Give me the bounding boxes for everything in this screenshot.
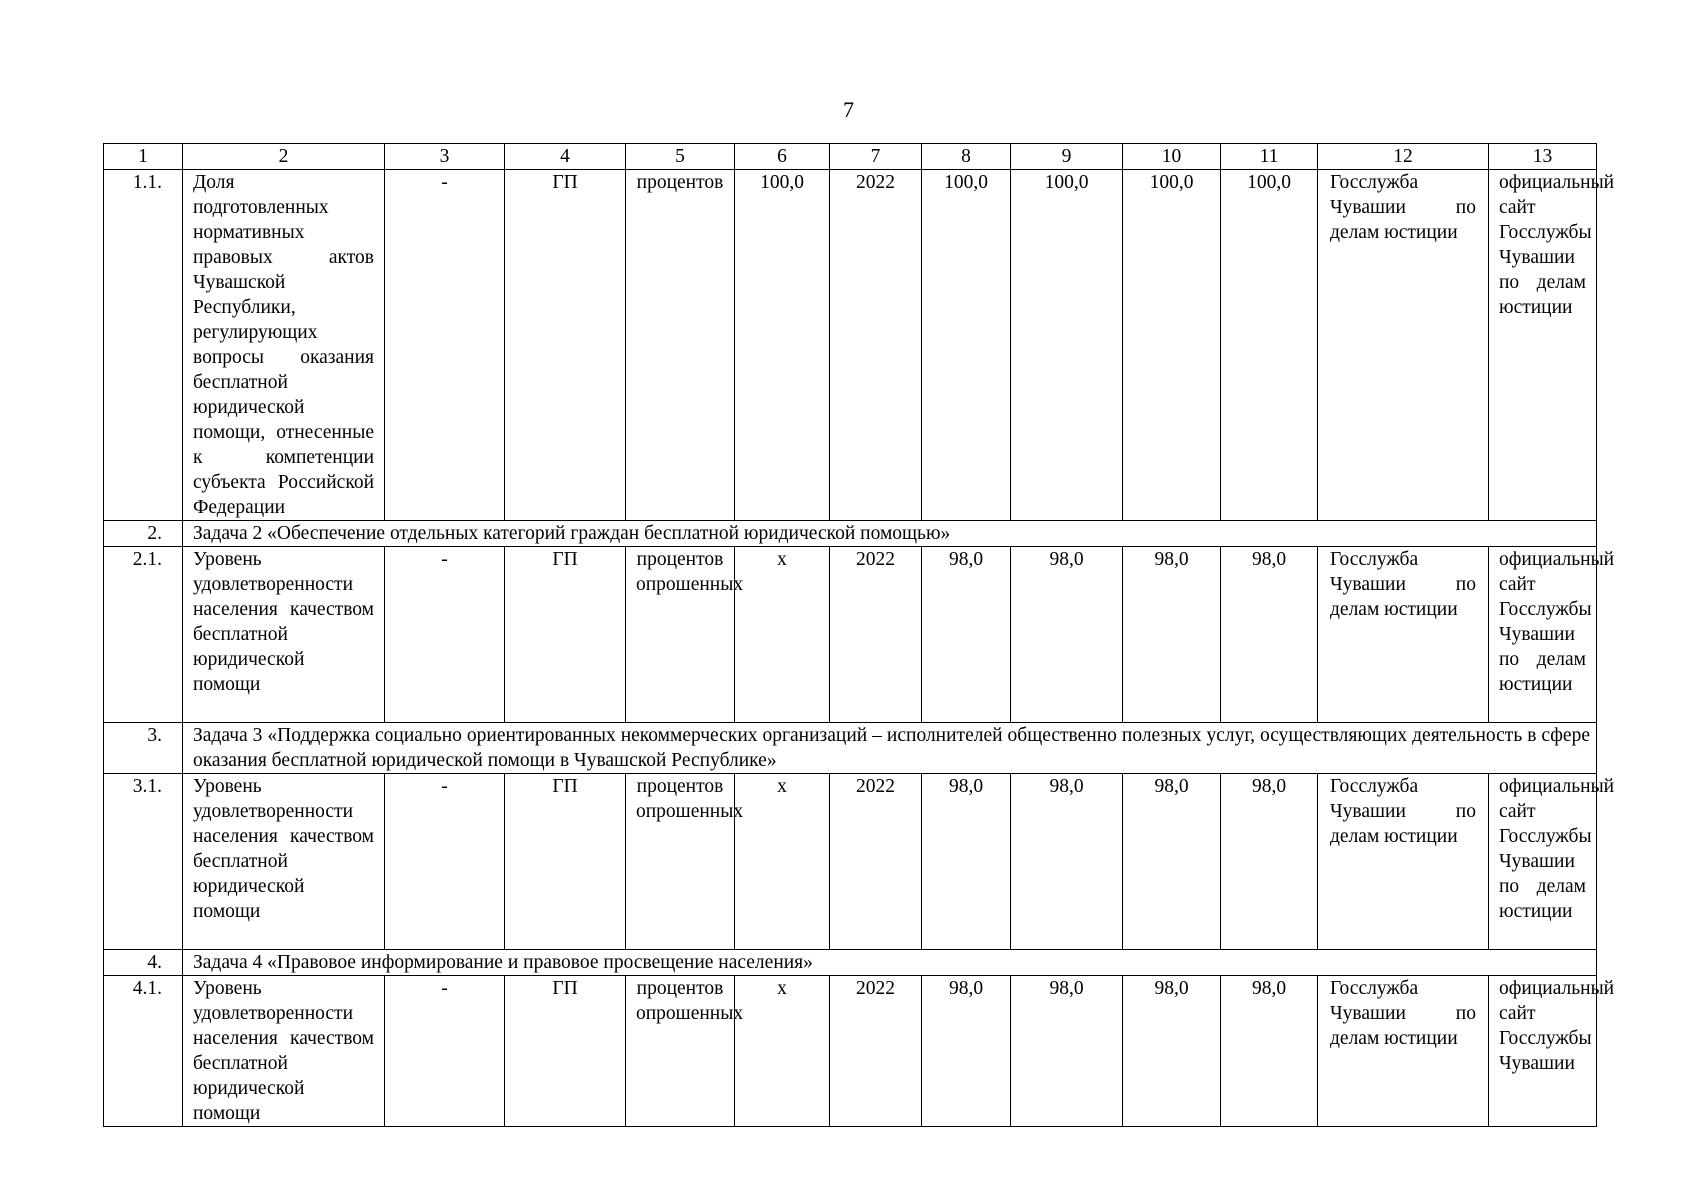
cell-col11: 98,0: [1221, 976, 1318, 1127]
column-number: 3: [385, 144, 505, 170]
column-number: 11: [1221, 144, 1318, 170]
executor-cell: Госслужба Чувашии по делам юстиции: [1318, 976, 1489, 1127]
cell-col6: 100,0: [735, 170, 830, 521]
indicator-name: Уровень удовлетворенности населения качеством бесплатной юридической помощи: [183, 547, 385, 723]
indicators-table: [103, 143, 1615, 1127]
cell-col3: -: [385, 774, 505, 950]
column-number: 1: [104, 144, 183, 170]
cell-col9: 98,0: [1011, 547, 1123, 723]
task-row: [104, 950, 1597, 976]
column-number: 6: [735, 144, 830, 170]
column-number: 8: [922, 144, 1011, 170]
cell-col7: 2022: [830, 774, 922, 950]
cell-col4: ГП: [505, 170, 626, 521]
task-title: Задача 4 «Правовое информирование и правовое просвещение населения»: [183, 950, 1597, 976]
unit-cell: процентов опрошенных: [626, 547, 735, 723]
unit-cell: процентов опрошенных: [626, 976, 735, 1127]
page-number: 7: [843, 97, 854, 122]
indicator-row: [104, 774, 1597, 950]
source-cell: официальный сайт Госслужбы Чувашии по делам юстиции: [1489, 774, 1597, 950]
cell-col9: 100,0: [1011, 170, 1123, 521]
source-cell: официальный сайт Госслужбы Чувашии по делам юстиции: [1489, 547, 1597, 723]
cell-col11: 100,0: [1221, 170, 1318, 521]
cell-col8: 98,0: [922, 547, 1011, 723]
unit-cell: процентов опрошенных: [626, 774, 735, 950]
cell-col7: 2022: [830, 976, 922, 1127]
cell-col3: -: [385, 547, 505, 723]
unit-cell: процентов: [626, 170, 735, 521]
task-row: [104, 521, 1597, 547]
column-number: 5: [626, 144, 735, 170]
cell-col7: 2022: [830, 170, 922, 521]
cell-col8: 98,0: [922, 774, 1011, 950]
cell-col6: х: [735, 547, 830, 723]
row-number: 2.1.: [104, 547, 183, 723]
cell-col10: 98,0: [1123, 976, 1221, 1127]
column-number: 10: [1123, 144, 1221, 170]
row-number: 4.1.: [104, 976, 183, 1127]
cell-col4: ГП: [505, 547, 626, 723]
indicator-row: [104, 547, 1597, 723]
task-title: Задача 2 «Обеспечение отдельных категорий граждан бесплатной юридической помощью»: [183, 521, 1597, 547]
task-row: [104, 723, 1597, 774]
indicator-row: [104, 976, 1597, 1127]
cell-col4: ГП: [505, 774, 626, 950]
cell-col3: -: [385, 170, 505, 521]
column-number: 9: [1011, 144, 1123, 170]
cell-col10: 98,0: [1123, 774, 1221, 950]
cell-col11: 98,0: [1221, 774, 1318, 950]
cell-col9: 98,0: [1011, 774, 1123, 950]
cell-col8: 100,0: [922, 170, 1011, 521]
executor-cell: Госслужба Чувашии по делам юстиции: [1318, 547, 1489, 723]
column-number: 4: [505, 144, 626, 170]
cell-col3: -: [385, 976, 505, 1127]
indicator-name: Доля подготовленных нормативных правовых актов Чувашской Республики, регулирующих вопросы оказания бесплатной юридической помощи, отнесенные к компетенции субъекта Российской Федерации: [183, 170, 385, 521]
cell-col6: х: [735, 976, 830, 1127]
column-number: 7: [830, 144, 922, 170]
column-number: 12: [1318, 144, 1489, 170]
column-number: 2: [183, 144, 385, 170]
cell-col8: 98,0: [922, 976, 1011, 1127]
task-title: Задача 3 «Поддержка социально ориентированных некоммерческих организаций – исполнителей общественно полезных услуг, осуществляющих деятельность в сфере оказания бесплатной юридической помощи в Чувашской Республике»: [183, 723, 1597, 774]
indicator-name: Уровень удовлетворенности населения качеством бесплатной юридической помощи: [183, 774, 385, 950]
column-number-row: [104, 144, 1597, 170]
executor-cell: Госслужба Чувашии по делам юстиции: [1318, 774, 1489, 950]
cell-col10: 100,0: [1123, 170, 1221, 521]
row-number: 4.: [104, 950, 183, 976]
row-number: 3.: [104, 723, 183, 774]
cell-col9: 98,0: [1011, 976, 1123, 1127]
cell-col4: ГП: [505, 976, 626, 1127]
indicator-row: [104, 170, 1597, 521]
source-cell: официальный сайт Госслужбы Чувашии по делам юстиции: [1489, 170, 1597, 521]
cell-col10: 98,0: [1123, 547, 1221, 723]
row-number: 2.: [104, 521, 183, 547]
cell-col11: 98,0: [1221, 547, 1318, 723]
executor-cell: Госслужба Чувашии по делам юстиции: [1318, 170, 1489, 521]
source-cell: официальный сайт Госслужбы Чувашии: [1489, 976, 1597, 1127]
row-number: 3.1.: [104, 774, 183, 950]
indicator-name: Уровень удовлетворенности населения качеством бесплатной юридической помощи: [183, 976, 385, 1127]
cell-col7: 2022: [830, 547, 922, 723]
cell-col6: х: [735, 774, 830, 950]
column-number: 13: [1489, 144, 1597, 170]
row-number: 1.1.: [104, 170, 183, 521]
